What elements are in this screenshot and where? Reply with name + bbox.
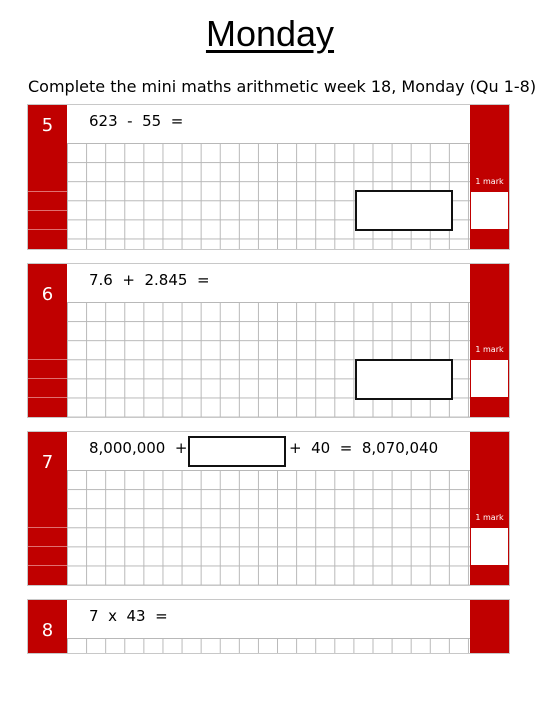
page-title: Monday — [205, 13, 335, 54]
mark-label: 1 mark — [475, 513, 504, 522]
question-5-number-bar — [28, 105, 67, 249]
mark-box[interactable] — [470, 359, 509, 398]
question-number: 6 — [41, 284, 54, 305]
mark-bar — [470, 264, 509, 417]
missing-number-box[interactable] — [188, 436, 286, 467]
working-grid[interactable] — [67, 638, 470, 653]
question-6-panel — [27, 263, 510, 418]
question-text-row — [67, 600, 470, 639]
answer-box[interactable] — [355, 359, 453, 400]
mark-label: 1 mark — [475, 177, 504, 186]
question-text-row — [67, 264, 470, 303]
question-number: 7 — [41, 452, 54, 473]
question-5-panel — [27, 104, 510, 250]
question-text-before: 8,000,000 + — [89, 439, 188, 457]
question-number: 5 — [41, 115, 54, 136]
mark-bar — [470, 105, 509, 249]
question-7-panel — [27, 431, 510, 586]
question-6-number-bar — [28, 264, 67, 417]
question-8-number-bar — [28, 600, 67, 653]
answer-box[interactable] — [355, 190, 453, 231]
question-text: 623 - 55 = — [89, 112, 184, 130]
page-subtitle: Complete the mini maths arithmetic week 18, Monday (Qu 1-8) — [28, 77, 537, 96]
question-number: 8 — [41, 620, 54, 641]
question-8-panel — [27, 599, 510, 654]
question-text: 7.6 + 2.845 = — [89, 271, 210, 289]
question-text-after: + 40 = 8,070,040 — [289, 439, 439, 457]
mark-box[interactable] — [470, 527, 509, 566]
question-text: 7 x 43 = — [89, 607, 168, 625]
working-grid[interactable] — [67, 470, 470, 585]
question-text-row — [67, 105, 470, 144]
question-7-number-bar — [28, 432, 67, 585]
mark-bar — [470, 600, 509, 653]
mark-box[interactable] — [470, 191, 509, 230]
mark-bar — [470, 432, 509, 585]
mark-label: 1 mark — [475, 345, 504, 354]
